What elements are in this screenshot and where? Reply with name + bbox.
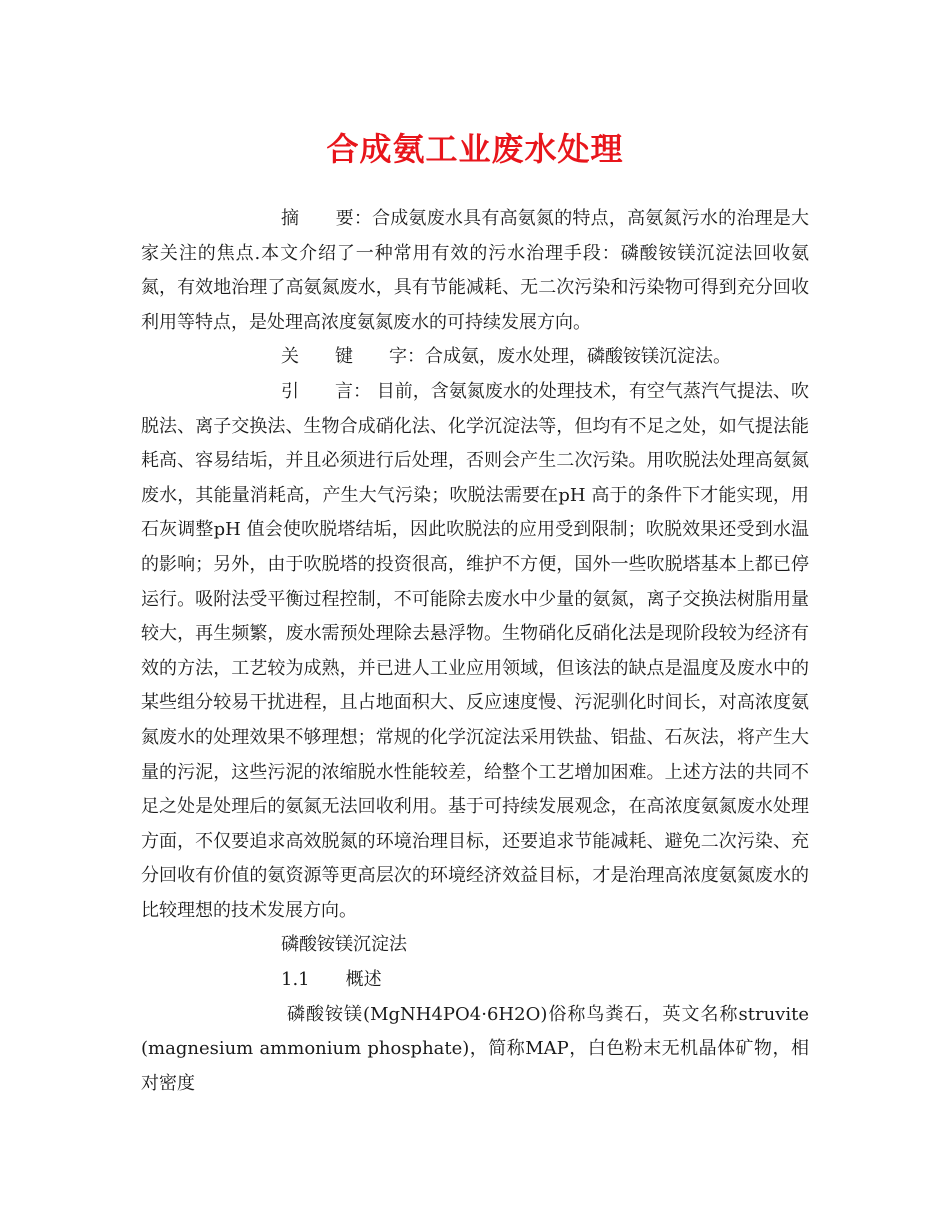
document-body: [141, 202, 809, 1101]
intro-paragraph: [141, 375, 809, 929]
abstract-paragraph: [141, 202, 809, 340]
keywords-paragraph: [141, 340, 809, 375]
subsection-heading: 1.1 概述: [281, 969, 382, 991]
section-heading: 磷酸铵镁沉淀法: [281, 934, 407, 956]
abstract-label: 摘 要：: [281, 208, 373, 229]
intro-text: 目前，含氨氮废水的处理技术，有空气蒸汽气提法、吹脱法、离子交换法、生物合成硝化法、化学沉淀法等，但均有不足之处，如气提法能耗高、容易结垢，并且必须进行后处理，否则会产生二次污染。用吹脱法处理高氨氮废水，其能量消耗高，产生大气污染；吹脱法需要在pH 高于的条件下才能实现，用石灰调整pH 值会使吹脱塔结垢，因此吹脱法的应用受到限制；吹脱效果还受到水温的影响；另外，由于吹脱塔的投资很高，维护不方便，国外一些吹脱塔基本上都已停运行。吸附法受平衡过程控制，不可能除去废水中少量的氨氮，离子交换法树脂用量较大，再生频繁，废水需预处理除去悬浮物。生物硝化反硝化法是现阶段较为经济有效的方法，工艺较为成熟，并已进人工业应用领域，但该法的缺点是温度及废水中的某些组分较易干扰进程，且占地面积大、反应速度慢、污泥驯化时间长，对高浓度氨氮废水的处理效果不够理想；常规的化学沉淀法采用铁盐、铝盐、石灰法，将产生大量的污泥，这些污泥的浓缩脱水性能较差，给整个工艺增加困难。上述方法的共同不足之处是处理后的氨氮无法回收利用。基于可持续发展观念，在高浓度氨氮废水处理方面，不仅要追求高效脱氮的环境治理目标，还要追求节能减耗、避免二次污染、充分回收有价值的氨资源等更高层次的环境经济效益目标，才是治理高浓度氨氮废水的比较理想的技术发展方向。: [141, 380, 809, 921]
keywords-label: 关 键 字：: [281, 346, 425, 368]
document-title: 合成氨工业废水处理: [326, 130, 624, 168]
section-paragraph: 磷酸铵镁(MgNH4PO4·6H2O)俗称鸟粪石，英文名称struvite (magnesium ammonium phosphate)，简称MAP，白色粉末无机晶体矿物，相对密度: [141, 1003, 809, 1094]
intro-label: 引 言：: [281, 380, 372, 402]
abstract-text: 合成氨废水具有高氨氮的特点，高氨氮污水的治理是大家关注的焦点.本文介绍了一种常用有效的污水治理手段：磷酸铵镁沉淀法回收氨氮，有效地治理了高氨氮废水，具有节能减耗、无二次污染和污染物可得到充分回收利用等特点，是处理高浓度氨氮废水的可持续发展方向。: [141, 208, 810, 333]
keywords-text: 合成氨，废水处理，磷酸铵镁沉淀法。: [425, 346, 731, 368]
